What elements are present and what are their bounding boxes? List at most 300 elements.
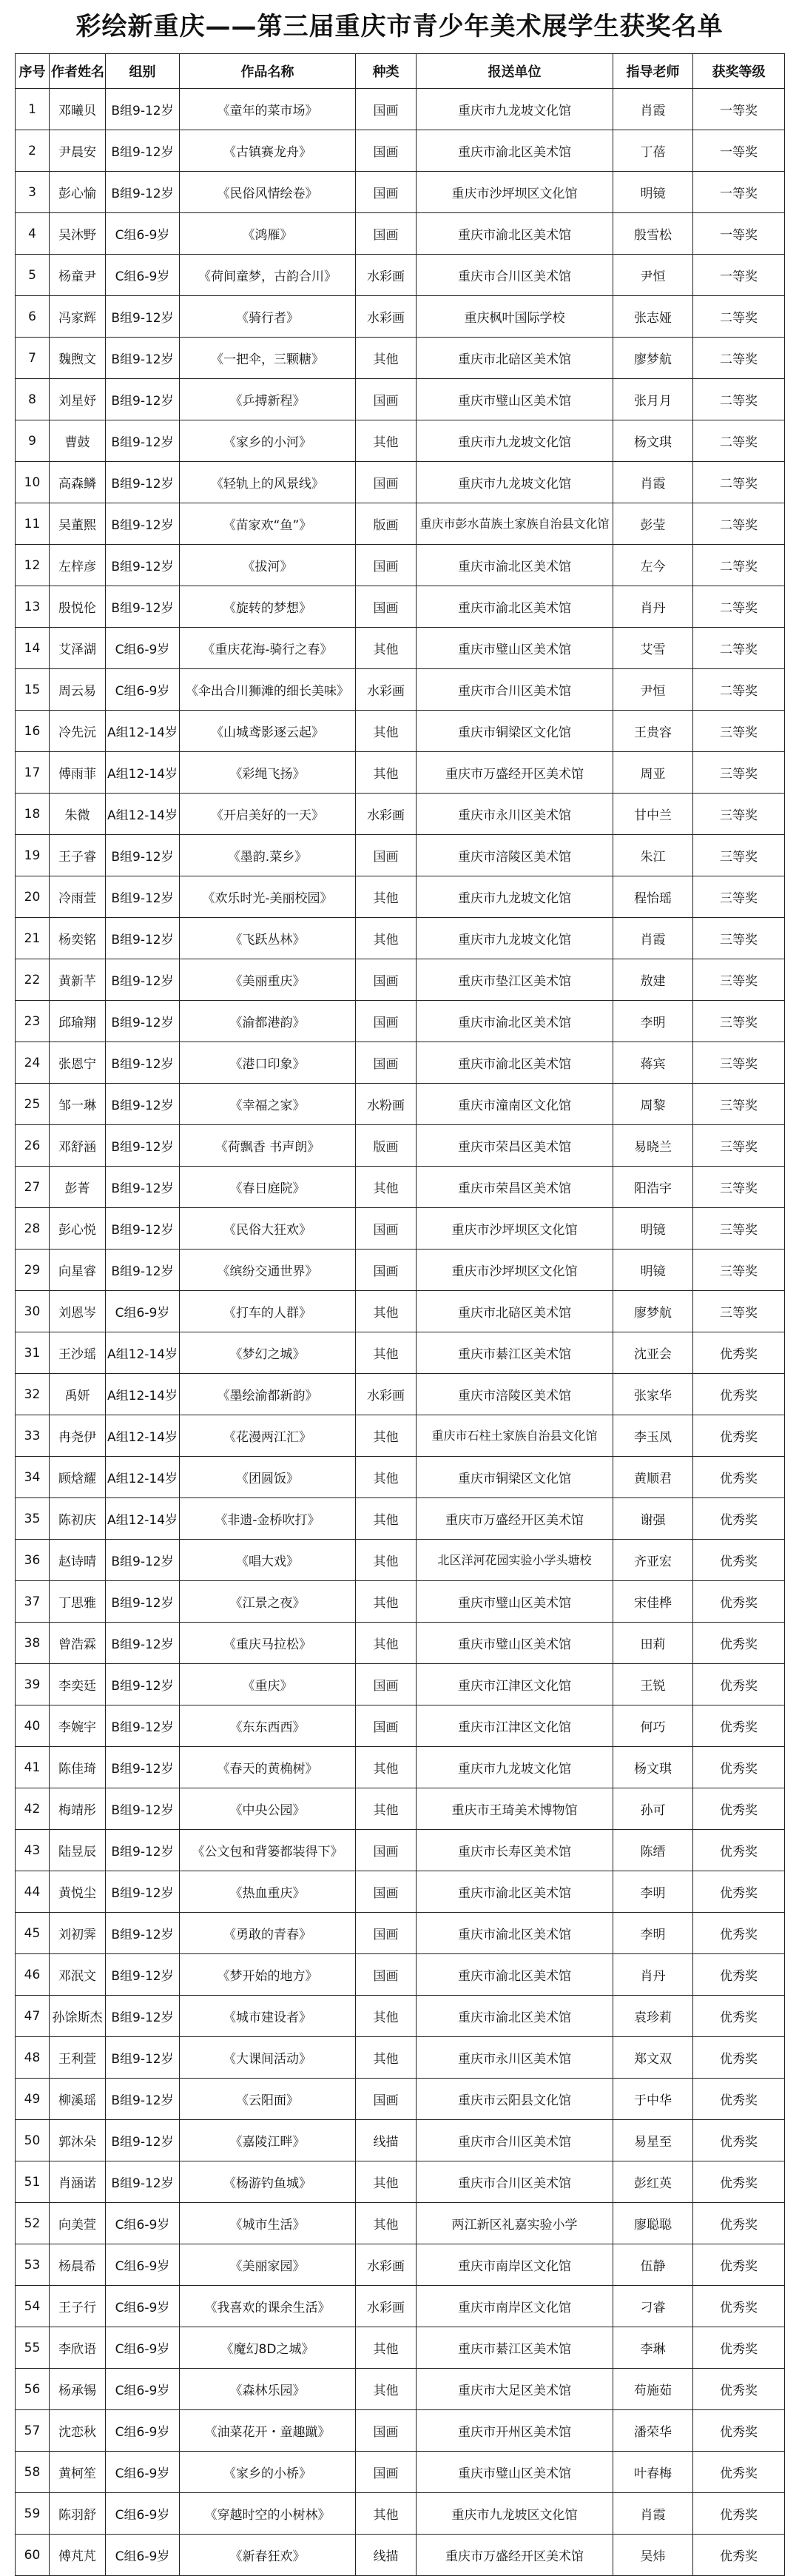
cell-work: 《乒搏新程》 — [180, 379, 356, 420]
cell-work: 《一把伞，三颗糖》 — [180, 338, 356, 379]
cell-award: 三等奖 — [693, 876, 785, 918]
cell-no: 33 — [16, 1415, 50, 1457]
cell-author: 冷雨萱 — [50, 876, 106, 918]
cell-work: 《民俗风情绘卷》 — [180, 172, 356, 213]
cell-no: 25 — [16, 1084, 50, 1125]
cell-type: 其他 — [356, 2161, 417, 2203]
cell-no: 53 — [16, 2244, 50, 2286]
cell-teacher: 廖聪聪 — [613, 2203, 693, 2244]
cell-group: B组9-12岁 — [106, 545, 180, 586]
cell-work: 《油菜花开・童趣蹴》 — [180, 2410, 356, 2452]
cell-group: B组9-12岁 — [106, 338, 180, 379]
cell-award: 二等奖 — [693, 586, 785, 628]
table-row — [16, 2203, 785, 2244]
cell-no: 36 — [16, 1540, 50, 1581]
cell-type: 其他 — [356, 752, 417, 794]
cell-no: 39 — [16, 1664, 50, 1705]
table-row — [16, 130, 785, 172]
cell-author: 孙馀斯杰 — [50, 1996, 106, 2037]
cell-work: 《嘉陵江畔》 — [180, 2120, 356, 2161]
cell-group: B组9-12岁 — [106, 2037, 180, 2079]
cell-organization: 重庆市合川区美术馆 — [417, 2161, 613, 2203]
table-row — [16, 255, 785, 296]
cell-type: 其他 — [356, 1167, 417, 1208]
table-row — [16, 1415, 785, 1457]
cell-work: 《美丽家园》 — [180, 2244, 356, 2286]
cell-type: 其他 — [356, 628, 417, 669]
table-row — [16, 1747, 785, 1788]
cell-no: 57 — [16, 2410, 50, 2452]
cell-type: 线描 — [356, 2535, 417, 2576]
cell-group: B组9-12岁 — [106, 1084, 180, 1125]
cell-author: 邱瑜翔 — [50, 1001, 106, 1042]
cell-author: 柳溪瑶 — [50, 2079, 106, 2120]
cell-teacher: 于中华 — [613, 2079, 693, 2120]
table-row — [16, 876, 785, 918]
table-row — [16, 379, 785, 420]
table-row — [16, 2493, 785, 2535]
cell-group: B组9-12岁 — [106, 586, 180, 628]
cell-author: 魏煦文 — [50, 338, 106, 379]
cell-work: 《城市生活》 — [180, 2203, 356, 2244]
cell-type: 其他 — [356, 1415, 417, 1457]
cell-group: B组9-12岁 — [106, 1167, 180, 1208]
cell-award: 二等奖 — [693, 545, 785, 586]
cell-group: B组9-12岁 — [106, 420, 180, 462]
cell-award: 优秀奖 — [693, 1954, 785, 1996]
cell-teacher: 田莉 — [613, 1623, 693, 1664]
cell-no: 19 — [16, 835, 50, 876]
cell-type: 其他 — [356, 1623, 417, 1664]
table-row — [16, 2452, 785, 2493]
cell-work: 《梦幻之城》 — [180, 1332, 356, 1374]
table-row — [16, 1913, 785, 1954]
cell-award: 优秀奖 — [693, 2327, 785, 2369]
cell-award: 三等奖 — [693, 1250, 785, 1291]
cell-group: B组9-12岁 — [106, 1540, 180, 1581]
table-row — [16, 338, 785, 379]
cell-work: 《民俗大狂欢》 — [180, 1208, 356, 1250]
cell-author: 顾焓耀 — [50, 1457, 106, 1498]
table-row — [16, 2244, 785, 2286]
cell-teacher: 阳浩宇 — [613, 1167, 693, 1208]
cell-organization: 重庆市渝北区美术馆 — [417, 1871, 613, 1913]
header-organization: 报送单位 — [417, 54, 613, 89]
cell-author: 陈佳琦 — [50, 1747, 106, 1788]
cell-award: 优秀奖 — [693, 1788, 785, 1830]
cell-organization: 重庆市石柱土家族自治县文化馆 — [417, 1415, 613, 1457]
cell-work: 《花漫两江汇》 — [180, 1415, 356, 1457]
cell-type: 水彩画 — [356, 296, 417, 338]
cell-author: 向星睿 — [50, 1250, 106, 1291]
table-row — [16, 1954, 785, 1996]
cell-no: 50 — [16, 2120, 50, 2161]
cell-organization: 重庆市合川区美术馆 — [417, 255, 613, 296]
cell-work: 《非遗-金桥吹打》 — [180, 1498, 356, 1540]
cell-teacher: 肖霞 — [613, 2493, 693, 2535]
cell-type: 其他 — [356, 2369, 417, 2410]
cell-type: 版画 — [356, 503, 417, 545]
cell-group: A组12-14岁 — [106, 1415, 180, 1457]
cell-type: 其他 — [356, 876, 417, 918]
cell-type: 其他 — [356, 1581, 417, 1623]
cell-no: 27 — [16, 1167, 50, 1208]
cell-teacher: 肖丹 — [613, 1954, 693, 1996]
cell-type: 国画 — [356, 1954, 417, 1996]
cell-work: 《童年的菜市场》 — [180, 89, 356, 130]
cell-organization: 重庆市渝北区美术馆 — [417, 130, 613, 172]
cell-work: 《家乡的小河》 — [180, 420, 356, 462]
cell-teacher: 谢强 — [613, 1498, 693, 1540]
cell-group: B组9-12岁 — [106, 1664, 180, 1705]
cell-work: 《欢乐时光-美丽校园》 — [180, 876, 356, 918]
cell-group: B组9-12岁 — [106, 1996, 180, 2037]
cell-group: B组9-12岁 — [106, 876, 180, 918]
cell-group: C组6-9岁 — [106, 669, 180, 711]
cell-teacher: 肖霞 — [613, 918, 693, 959]
cell-award: 三等奖 — [693, 1167, 785, 1208]
cell-author: 丁思雅 — [50, 1581, 106, 1623]
cell-group: B组9-12岁 — [106, 172, 180, 213]
cell-teacher: 肖霞 — [613, 462, 693, 503]
cell-teacher: 王贵容 — [613, 711, 693, 752]
cell-type: 水彩画 — [356, 1374, 417, 1415]
cell-award: 三等奖 — [693, 1084, 785, 1125]
table-row — [16, 172, 785, 213]
cell-organization: 重庆市渝北区美术馆 — [417, 1042, 613, 1084]
cell-no: 30 — [16, 1291, 50, 1332]
cell-teacher: 李玉凤 — [613, 1415, 693, 1457]
cell-type: 其他 — [356, 2493, 417, 2535]
cell-author: 左梓彦 — [50, 545, 106, 586]
cell-group: B组9-12岁 — [106, 1581, 180, 1623]
cell-organization: 重庆市万盛经开区美术馆 — [417, 2535, 613, 2576]
table-row — [16, 2037, 785, 2079]
cell-type: 其他 — [356, 918, 417, 959]
cell-author: 陈羽舒 — [50, 2493, 106, 2535]
cell-teacher: 李明 — [613, 1871, 693, 1913]
cell-work: 《开启美好的一天》 — [180, 794, 356, 835]
cell-group: C组6-9岁 — [106, 2286, 180, 2327]
cell-work: 《唱大戏》 — [180, 1540, 356, 1581]
cell-type: 线描 — [356, 2120, 417, 2161]
cell-organization: 重庆市九龙坡文化馆 — [417, 918, 613, 959]
cell-organization: 重庆市合川区美术馆 — [417, 669, 613, 711]
table-row — [16, 628, 785, 669]
table-row — [16, 296, 785, 338]
header-no: 序号 — [16, 54, 50, 89]
cell-type: 其他 — [356, 1540, 417, 1581]
cell-teacher: 李琳 — [613, 2327, 693, 2369]
cell-award: 一等奖 — [693, 130, 785, 172]
table-row — [16, 1871, 785, 1913]
cell-teacher: 彭莹 — [613, 503, 693, 545]
cell-award: 一等奖 — [693, 213, 785, 255]
cell-no: 41 — [16, 1747, 50, 1788]
cell-group: C组6-9岁 — [106, 2535, 180, 2576]
cell-organization: 重庆市渝北区美术馆 — [417, 1996, 613, 2037]
cell-teacher: 周黎 — [613, 1084, 693, 1125]
cell-teacher: 周亚 — [613, 752, 693, 794]
cell-author: 刘星妤 — [50, 379, 106, 420]
cell-organization: 重庆枫叶国际学校 — [417, 296, 613, 338]
cell-work: 《团圆饭》 — [180, 1457, 356, 1498]
cell-author: 黄新芊 — [50, 959, 106, 1001]
cell-author: 殷悦伦 — [50, 586, 106, 628]
table-header-row — [16, 54, 785, 89]
cell-teacher: 明镜 — [613, 1208, 693, 1250]
cell-teacher: 蒋宾 — [613, 1042, 693, 1084]
cell-group: B组9-12岁 — [106, 1913, 180, 1954]
cell-author: 冯家辉 — [50, 296, 106, 338]
cell-type: 水粉画 — [356, 1084, 417, 1125]
cell-no: 26 — [16, 1125, 50, 1167]
cell-work: 《勇敢的青春》 — [180, 1913, 356, 1954]
cell-teacher: 艾雪 — [613, 628, 693, 669]
cell-work: 《我喜欢的课余生活》 — [180, 2286, 356, 2327]
table-row — [16, 1374, 785, 1415]
cell-teacher: 殷雪松 — [613, 213, 693, 255]
header-group: 组别 — [106, 54, 180, 89]
table-row — [16, 959, 785, 1001]
cell-work: 《骑行者》 — [180, 296, 356, 338]
cell-award: 三等奖 — [693, 1291, 785, 1332]
cell-no: 6 — [16, 296, 50, 338]
cell-type: 国画 — [356, 586, 417, 628]
cell-group: B组9-12岁 — [106, 1208, 180, 1250]
table-row — [16, 1581, 785, 1623]
cell-group: B组9-12岁 — [106, 2120, 180, 2161]
cell-group: A组12-14岁 — [106, 794, 180, 835]
cell-author: 傅雨菲 — [50, 752, 106, 794]
cell-type: 国画 — [356, 1871, 417, 1913]
cell-author: 赵诗晴 — [50, 1540, 106, 1581]
cell-teacher: 彭红英 — [613, 2161, 693, 2203]
cell-organization: 重庆市璧山区美术馆 — [417, 1581, 613, 1623]
cell-no: 42 — [16, 1788, 50, 1830]
cell-no: 43 — [16, 1830, 50, 1871]
cell-award: 三等奖 — [693, 1042, 785, 1084]
cell-work: 《彩绳飞扬》 — [180, 752, 356, 794]
cell-type: 其他 — [356, 1747, 417, 1788]
cell-no: 58 — [16, 2452, 50, 2493]
cell-author: 杨晨希 — [50, 2244, 106, 2286]
cell-type: 国画 — [356, 1913, 417, 1954]
cell-award: 三等奖 — [693, 752, 785, 794]
cell-organization: 重庆市璧山区美术馆 — [417, 379, 613, 420]
cell-group: B组9-12岁 — [106, 918, 180, 959]
table-row — [16, 213, 785, 255]
cell-no: 56 — [16, 2369, 50, 2410]
cell-award: 二等奖 — [693, 669, 785, 711]
cell-type: 国画 — [356, 379, 417, 420]
table-row — [16, 420, 785, 462]
cell-award: 优秀奖 — [693, 1581, 785, 1623]
cell-no: 35 — [16, 1498, 50, 1540]
cell-teacher: 廖梦航 — [613, 1291, 693, 1332]
table-row — [16, 2120, 785, 2161]
cell-author: 王沙瑶 — [50, 1332, 106, 1374]
cell-author: 黄悦尘 — [50, 1871, 106, 1913]
cell-author: 禹妍 — [50, 1374, 106, 1415]
header-author: 作者姓名 — [50, 54, 106, 89]
cell-group: C组6-9岁 — [106, 2327, 180, 2369]
table-row — [16, 1457, 785, 1498]
cell-work: 《荷间童梦，古韵合川》 — [180, 255, 356, 296]
cell-no: 52 — [16, 2203, 50, 2244]
cell-organization: 重庆市永川区美术馆 — [417, 2037, 613, 2079]
cell-group: C组6-9岁 — [106, 213, 180, 255]
table-row — [16, 2079, 785, 2120]
cell-no: 37 — [16, 1581, 50, 1623]
cell-award: 优秀奖 — [693, 1498, 785, 1540]
cell-group: A组12-14岁 — [106, 1457, 180, 1498]
cell-award: 优秀奖 — [693, 1996, 785, 2037]
cell-award: 优秀奖 — [693, 1664, 785, 1705]
cell-teacher: 伍静 — [613, 2244, 693, 2286]
table-row — [16, 1125, 785, 1167]
cell-work: 《穿越时空的小树林》 — [180, 2493, 356, 2535]
cell-award: 二等奖 — [693, 628, 785, 669]
cell-group: C组6-9岁 — [106, 1291, 180, 1332]
cell-group: C组6-9岁 — [106, 2493, 180, 2535]
cell-award: 优秀奖 — [693, 1623, 785, 1664]
cell-author: 高森鳞 — [50, 462, 106, 503]
cell-teacher: 黄顺君 — [613, 1457, 693, 1498]
cell-no: 16 — [16, 711, 50, 752]
table-row — [16, 2369, 785, 2410]
cell-type: 其他 — [356, 338, 417, 379]
cell-organization: 重庆市九龙坡区文化馆 — [417, 2493, 613, 2535]
table-row — [16, 1788, 785, 1830]
table-row — [16, 2286, 785, 2327]
cell-organization: 重庆市沙坪坝区文化馆 — [417, 172, 613, 213]
cell-author: 曾浩霖 — [50, 1623, 106, 1664]
cell-no: 1 — [16, 89, 50, 130]
cell-group: B组9-12岁 — [106, 1125, 180, 1167]
cell-work: 《云阳面》 — [180, 2079, 356, 2120]
table-row — [16, 1830, 785, 1871]
cell-work: 《重庆》 — [180, 1664, 356, 1705]
table-row — [16, 1084, 785, 1125]
cell-author: 彭心愉 — [50, 172, 106, 213]
cell-award: 优秀奖 — [693, 1415, 785, 1457]
cell-teacher: 左今 — [613, 545, 693, 586]
cell-no: 34 — [16, 1457, 50, 1498]
cell-work: 《家乡的小桥》 — [180, 2452, 356, 2493]
cell-award: 二等奖 — [693, 420, 785, 462]
cell-no: 12 — [16, 545, 50, 586]
cell-type: 其他 — [356, 1332, 417, 1374]
cell-teacher: 李明 — [613, 1001, 693, 1042]
cell-no: 47 — [16, 1996, 50, 2037]
header-award: 获奖等级 — [693, 54, 785, 89]
cell-teacher: 沈亚会 — [613, 1332, 693, 1374]
cell-teacher: 明镜 — [613, 172, 693, 213]
cell-type: 国画 — [356, 1830, 417, 1871]
table-row — [16, 1664, 785, 1705]
cell-organization: 北区洋河花园实验小学头塘校 — [417, 1540, 613, 1581]
cell-work: 《大课间活动》 — [180, 2037, 356, 2079]
table-row — [16, 1001, 785, 1042]
cell-type: 其他 — [356, 1996, 417, 2037]
cell-author: 艾泽湖 — [50, 628, 106, 669]
cell-no: 4 — [16, 213, 50, 255]
cell-no: 2 — [16, 130, 50, 172]
cell-no: 11 — [16, 503, 50, 545]
cell-no: 28 — [16, 1208, 50, 1250]
cell-award: 优秀奖 — [693, 1374, 785, 1415]
cell-author: 吴沐野 — [50, 213, 106, 255]
cell-organization: 重庆市江津区文化馆 — [417, 1705, 613, 1747]
cell-type: 版画 — [356, 1125, 417, 1167]
cell-author: 黄柯笙 — [50, 2452, 106, 2493]
cell-teacher: 尹恒 — [613, 255, 693, 296]
cell-type: 国画 — [356, 2079, 417, 2120]
cell-organization: 重庆市渝北区美术馆 — [417, 1954, 613, 1996]
cell-type: 其他 — [356, 2203, 417, 2244]
cell-no: 40 — [16, 1705, 50, 1747]
cell-teacher: 李明 — [613, 1913, 693, 1954]
table-row — [16, 669, 785, 711]
cell-author: 尹晨安 — [50, 130, 106, 172]
header-work: 作品名称 — [180, 54, 356, 89]
cell-organization: 重庆市璧山区美术馆 — [417, 628, 613, 669]
table-row — [16, 794, 785, 835]
cell-no: 21 — [16, 918, 50, 959]
cell-no: 60 — [16, 2535, 50, 2576]
cell-work: 《魔幻8D之城》 — [180, 2327, 356, 2369]
cell-type: 其他 — [356, 420, 417, 462]
cell-no: 46 — [16, 1954, 50, 1996]
page-title: 彩绘新重庆——第三届重庆市青少年美术展学生获奖名单 — [75, 12, 724, 41]
cell-work: 《公文包和背篓都装得下》 — [180, 1830, 356, 1871]
cell-award: 三等奖 — [693, 1208, 785, 1250]
cell-no: 10 — [16, 462, 50, 503]
cell-type: 水彩画 — [356, 669, 417, 711]
table-row — [16, 1996, 785, 2037]
cell-author: 李奕廷 — [50, 1664, 106, 1705]
cell-work: 《江景之夜》 — [180, 1581, 356, 1623]
cell-teacher: 尹恒 — [613, 669, 693, 711]
cell-type: 其他 — [356, 2327, 417, 2369]
cell-award: 优秀奖 — [693, 2410, 785, 2452]
cell-organization: 重庆市綦江区美术馆 — [417, 1332, 613, 1374]
cell-author: 郭沐朵 — [50, 2120, 106, 2161]
table-row — [16, 1291, 785, 1332]
cell-award: 一等奖 — [693, 172, 785, 213]
cell-organization: 两江新区礼嘉实验小学 — [417, 2203, 613, 2244]
cell-type: 国画 — [356, 2410, 417, 2452]
cell-group: C组6-9岁 — [106, 2452, 180, 2493]
cell-organization: 重庆市永川区美术馆 — [417, 794, 613, 835]
cell-work: 《幸福之家》 — [180, 1084, 356, 1125]
cell-work: 《春天的黄桷树》 — [180, 1747, 356, 1788]
cell-organization: 重庆市万盛经开区美术馆 — [417, 1498, 613, 1540]
cell-author: 冷先沅 — [50, 711, 106, 752]
cell-author: 朱微 — [50, 794, 106, 835]
table-row — [16, 2327, 785, 2369]
cell-no: 5 — [16, 255, 50, 296]
cell-no: 49 — [16, 2079, 50, 2120]
cell-teacher: 甘中兰 — [613, 794, 693, 835]
cell-organization: 重庆市九龙坡文化馆 — [417, 876, 613, 918]
cell-work: 《港口印象》 — [180, 1042, 356, 1084]
cell-no: 14 — [16, 628, 50, 669]
cell-teacher: 张志娅 — [613, 296, 693, 338]
cell-work: 《伞出合川狮滩的细长美味》 — [180, 669, 356, 711]
cell-no: 54 — [16, 2286, 50, 2327]
